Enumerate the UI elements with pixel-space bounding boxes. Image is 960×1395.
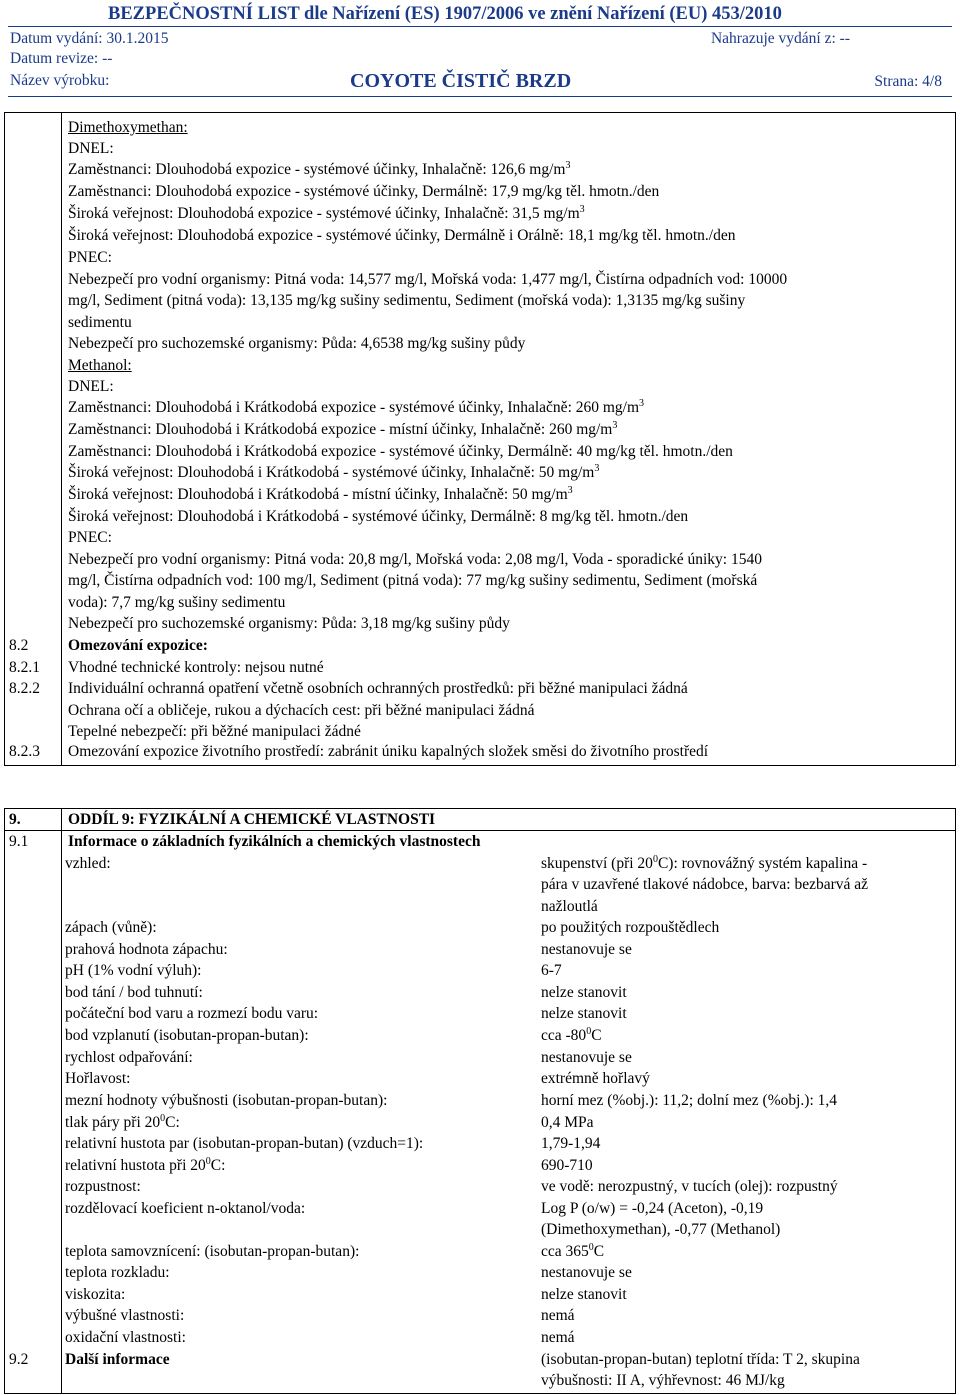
document-title: BEZPEČNOSTNÍ LIST dle Nařízení (ES) 1907/2006 ve znění Nařízení (EU) 453/2010: [108, 4, 782, 24]
property-value: pára v uzavřené tlakové nádobce, barva: bezbarvá až: [541, 876, 869, 893]
pnec-line: Nebezpečí pro vodní organismy: Pitná voda: 14,577 mg/l, Mořská voda: 1,477 mg/l, Čistírna odpadních vod: 10000: [68, 271, 788, 288]
property-value: ve vodě: nerozpustný, v tucích (olej): rozpustný: [541, 1178, 838, 1195]
methanol-title: Methanol:: [68, 357, 132, 374]
subsection-title: Další informace: [65, 1351, 170, 1368]
dnel-line: Zaměstnanci: Dlouhodobá i Krátkodobá expozice - systémové účinky, Dermálně: 40 mg/kg těl. hmotn./den: [68, 443, 733, 460]
property-value: nažloutlá: [541, 898, 598, 915]
dnel-label: DNEL:: [68, 378, 114, 395]
property-label: výbušné vlastnosti:: [65, 1307, 185, 1324]
property-label: teplota rozkladu:: [65, 1264, 170, 1281]
dnel-label: DNEL:: [68, 140, 114, 157]
property-value: 690-710: [541, 1157, 593, 1174]
dnel-line: Široká veřejnost: Dlouhodobá i Krátkodobá - systémové účinky, Dermálně: 8 mg/kg těl. hmotn./den: [68, 508, 689, 525]
property-value: skupenství (při $20^0C$): rovnovážný systém kapalina -: [541, 853, 868, 872]
property-value: horní mez (%obj.): 11,2; dolní mez (%obj.): 1,4: [541, 1092, 838, 1109]
property-label: relativní hustota par (isobutan-propan-butan) (vzduch=1):: [65, 1135, 424, 1152]
property-value: nemá: [541, 1307, 575, 1324]
subsection-text: Tepelné nebezpečí: při běžné manipulaci žádné: [68, 723, 361, 740]
property-value: nelze stanovit: [541, 984, 627, 1001]
section-number: 9.1: [9, 833, 29, 850]
dnel-line: Široká veřejnost: Dlouhodobá expozice - systémové účinky, Dermálně i Orálně: 18,1 mg/kg těl. hmotn./den: [68, 227, 736, 244]
issue-date: Datum vydání: 30.1.2015: [10, 30, 169, 47]
pnec-label: PNEC:: [68, 529, 112, 546]
pnec-line: Nebezpečí pro vodní organismy: Pitná voda: 20,8 mg/l, Mořská voda: 2,08 mg/l, Voda - sporadické úniky: 1540: [68, 551, 762, 568]
property-label: oxidační vlastnosti:: [65, 1329, 186, 1346]
pnec-line: voda): 7,7 mg/kg sušiny sedimentu: [68, 594, 286, 611]
property-value: Log P (o/w) = -0,24 (Aceton), -0,19: [541, 1200, 764, 1217]
property-value: extrémně hořlavý: [541, 1070, 650, 1087]
subsection-text: Individuální ochranná opatření včetně osobních ochranných prostředků: při běžné manipulaci žádná: [68, 680, 688, 697]
property-label: pH (1% vodní výluh):: [65, 962, 202, 979]
property-value: výbušnosti: II A, výhřevnost: 46 MJ/kg: [541, 1372, 785, 1389]
property-value: cca $-80^0C$: [541, 1025, 602, 1044]
pnec-label: PNEC:: [68, 249, 112, 266]
page-number: Strana: 4/8: [874, 73, 942, 90]
replaces-date: Nahrazuje vydání z: --: [710, 30, 850, 47]
dnel-line: Zaměstnanci: Dlouhodobá expozice - systémové účinky, Dermálně: 17,9 mg/kg těl. hmotn./den: [68, 183, 660, 200]
property-value: po použitých rozpouštědlech: [541, 919, 720, 936]
property-label: počáteční bod varu a rozmezí bodu varu:: [65, 1005, 319, 1022]
property-label: prahová hodnota zápachu:: [65, 941, 228, 958]
property-value: nelze stanovit: [541, 1005, 627, 1022]
subsection-title: Informace o základních fyzikálních a chemických vlastnostech: [68, 833, 481, 850]
property-value: 0,4 MPa: [541, 1114, 594, 1131]
section-number: 9.: [9, 811, 21, 828]
property-label: vzhled:: [65, 855, 111, 872]
property-value: nemá: [541, 1329, 575, 1346]
pnec-line: mg/l, Čistírna odpadních vod: 100 mg/l, Sediment (pitná voda): 77 mg/kg sušiny sedimentu, Sediment (mořská: [68, 572, 758, 589]
subsection-text: Ochrana očí a obličeje, rukou a dýchacích cest: při běžné manipulaci žádná: [68, 702, 535, 719]
section-number: 8.2.1: [9, 659, 40, 676]
property-value: 1,79-1,94: [541, 1135, 601, 1152]
property-value: cca $365^0C$: [541, 1241, 605, 1260]
section-number: 9.2: [9, 1351, 29, 1368]
pnec-line: Nebezpečí pro suchozemské organismy: Půda: 4,6538 mg/kg sušiny půdy: [68, 335, 526, 352]
section-8-continuation: [4, 112, 956, 766]
dnel-line: Široká veřejnost: Dlouhodobá i Krátkodobá - místní účinky, Inhalačně: 50 $mg/m^3$: [68, 484, 573, 503]
property-value: 6-7: [541, 962, 562, 979]
dnel-line: Široká veřejnost: Dlouhodobá i Krátkodobá - systémové účinky, Inhalačně: 50 $mg/m^3$: [68, 462, 600, 481]
property-label: rozpustnost:: [65, 1178, 141, 1195]
property-value: nestanovuje se: [541, 941, 632, 958]
pnec-line: mg/l, Sediment (pitná voda): 13,135 mg/kg sušiny sedimentu, Sediment (mořská voda): 1,3135 mg/kg sušiny: [68, 292, 746, 309]
property-label: relativní hustota při $20^0C$:: [65, 1155, 226, 1174]
dnel-line: Široká veřejnost: Dlouhodobá expozice - systémové účinky, Inhalačně: 31,5 $mg/m^3$: [68, 203, 585, 222]
dnel-line: Zaměstnanci: Dlouhodobá i Krátkodobá expozice - místní účinky, Inhalačně: 260 $mg/m^3$: [68, 419, 618, 438]
pnec-line: sedimentu: [68, 314, 132, 331]
subsection-text: Vhodné technické kontroly: nejsou nutné: [68, 659, 324, 676]
dnel-line: Zaměstnanci: Dlouhodobá i Krátkodobá expozice - systémové účinky, Inhalačně: 260 $mg/m^3$: [68, 397, 645, 416]
section-number: 8.2.2: [9, 680, 40, 697]
product-name: COYOTE ČISTIČ BRZD: [350, 70, 572, 92]
property-label: teplota samovznícení: (isobutan-propan-butan):: [65, 1243, 360, 1260]
property-label: zápach (vůně):: [65, 919, 157, 936]
pnec-line: Nebezpečí pro suchozemské organismy: Půda: 3,18 mg/kg sušiny půdy: [68, 615, 510, 632]
revision-date: Datum revize: --: [10, 50, 113, 67]
property-label: mezní hodnoty výbušnosti (isobutan-propan-butan):: [65, 1092, 388, 1109]
property-label: bod vzplanutí (isobutan-propan-butan):: [65, 1027, 309, 1044]
property-label: rozdělovací koeficient n-oktanol/voda:: [65, 1200, 306, 1217]
property-value: (isobutan-propan-butan) teplotní třída: T 2, skupina: [541, 1351, 860, 1368]
section-title: ODDÍL 9: FYZIKÁLNÍ A CHEMICKÉ VLASTNOSTI: [68, 811, 436, 828]
property-value: nelze stanovit: [541, 1286, 627, 1303]
property-value: nestanovuje se: [541, 1264, 632, 1281]
page-header: [0, 0, 960, 100]
property-value: nestanovuje se: [541, 1049, 632, 1066]
subsection-title: Omezování expozice:: [68, 637, 208, 654]
property-label: rychlost odpařování:: [65, 1049, 193, 1066]
property-label: viskozita:: [65, 1286, 126, 1303]
header-divider-bottom: [8, 96, 952, 97]
dimethoxymethan-title: Dimethoxymethan:: [68, 119, 188, 136]
property-value: (Dimethoxymethan), -0,77 (Methanol): [541, 1221, 781, 1238]
property-label: Hořlavost:: [65, 1070, 131, 1087]
property-label: bod tání / bod tuhnutí:: [65, 984, 203, 1001]
product-label: Název výrobku:: [10, 72, 110, 89]
subsection-text: Omezování expozice životního prostředí: zabránit úniku kapalných složek směsi do životního prostředí: [68, 743, 709, 760]
header-divider: [8, 26, 952, 27]
section-9: [4, 808, 956, 1394]
property-label: tlak páry při $20^0C$:: [65, 1112, 180, 1131]
section-number: 8.2.3: [9, 743, 40, 760]
dnel-line: Zaměstnanci: Dlouhodobá expozice - systémové účinky, Inhalačně: 126,6 $mg/m^3$: [68, 159, 571, 178]
section-number: 8.2: [9, 637, 29, 654]
